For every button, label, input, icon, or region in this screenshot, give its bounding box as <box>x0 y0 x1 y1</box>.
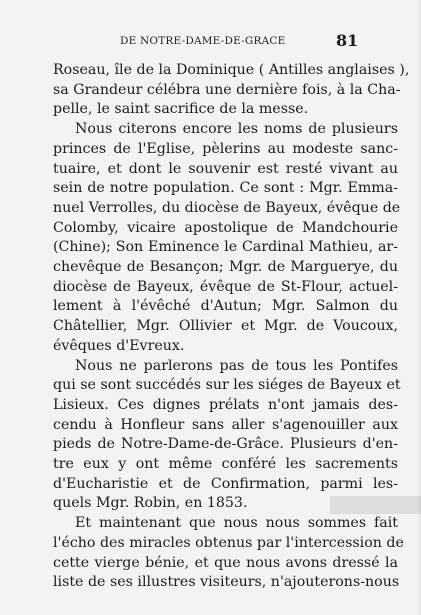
text-line: (Chine); Son Eminence le Cardinal Mathieu, ar- <box>53 239 398 256</box>
text-line: cette vierge bénie, et que nous avons dressé la <box>53 554 398 571</box>
text-line: diocèse de Bayeux, évêque de St-Flour, actuel- <box>53 278 398 295</box>
text-line: Et maintenant que nous nous sommes fait <box>75 515 398 532</box>
text-line: Colomby, vicaire apostolique de Mandchourie <box>53 219 398 236</box>
text-line: Lisieux. Ces dignes prélats n'ont jamais des- <box>53 396 398 413</box>
text-line: liste de ses illustres visiteurs, n'ajouterons-nous <box>53 574 400 591</box>
text-line: Roseau, île de la Dominique ( Antilles anglaises ), <box>53 62 410 78</box>
running-title: DE NOTRE-DAME-DE-GRACE <box>120 35 286 47</box>
text-line: qui se sont succédés sur les siéges de Bayeux et <box>53 377 401 394</box>
text-line: sein de notre population. Ce sont : Mgr. Emma- <box>53 180 398 197</box>
text-line: quels Mgr. Robin, en 1853. <box>53 495 248 512</box>
text-line: Nous citerons encore les noms de plusieurs <box>75 121 398 138</box>
text-line: Châtellier, Mgr. Ollivier et Mgr. de Voucoux, <box>53 318 398 335</box>
text-line: nuel Verrolles, du diocèse de Bayeux, évêque de <box>53 199 401 216</box>
text-line: tuaire, et dont le souvenir est resté vivant au <box>53 160 398 177</box>
text-line: chevêque de Besançon; Mgr. de Marguerye, du <box>53 259 398 276</box>
text-line: pieds de Notre-Dame-de-Grâce. Plusieurs d'en- <box>53 436 398 453</box>
text-line: évêques d'Evreux. <box>53 337 185 354</box>
text-line: princes de l'Eglise, pèlerins au modeste sanc- <box>53 140 398 157</box>
scan-watermark-band <box>330 496 421 514</box>
text-line: d'Eucharistie et de Confirmation, parmi les- <box>53 475 398 492</box>
text-line: Nous ne parlerons pas de tous les Pontifes <box>75 357 398 374</box>
text-line: sa Grandeur célébra une dernière fois, à la Cha- <box>53 81 401 98</box>
text-line: pelle, le saint sacrifice de la messe. <box>53 101 309 118</box>
text-line: tre eux y ont même conféré les sacrements <box>53 456 398 473</box>
text-line: lement à l'évêché d'Autun; Mgr. Salmon du <box>53 298 398 315</box>
page-number: 81 <box>336 31 359 50</box>
running-head <box>80 33 410 51</box>
text-line: cendu à Honfleur sans aller s'agenouiller aux <box>53 416 398 433</box>
text-line: l'écho des miracles obtenus par l'intercession de <box>53 534 404 551</box>
